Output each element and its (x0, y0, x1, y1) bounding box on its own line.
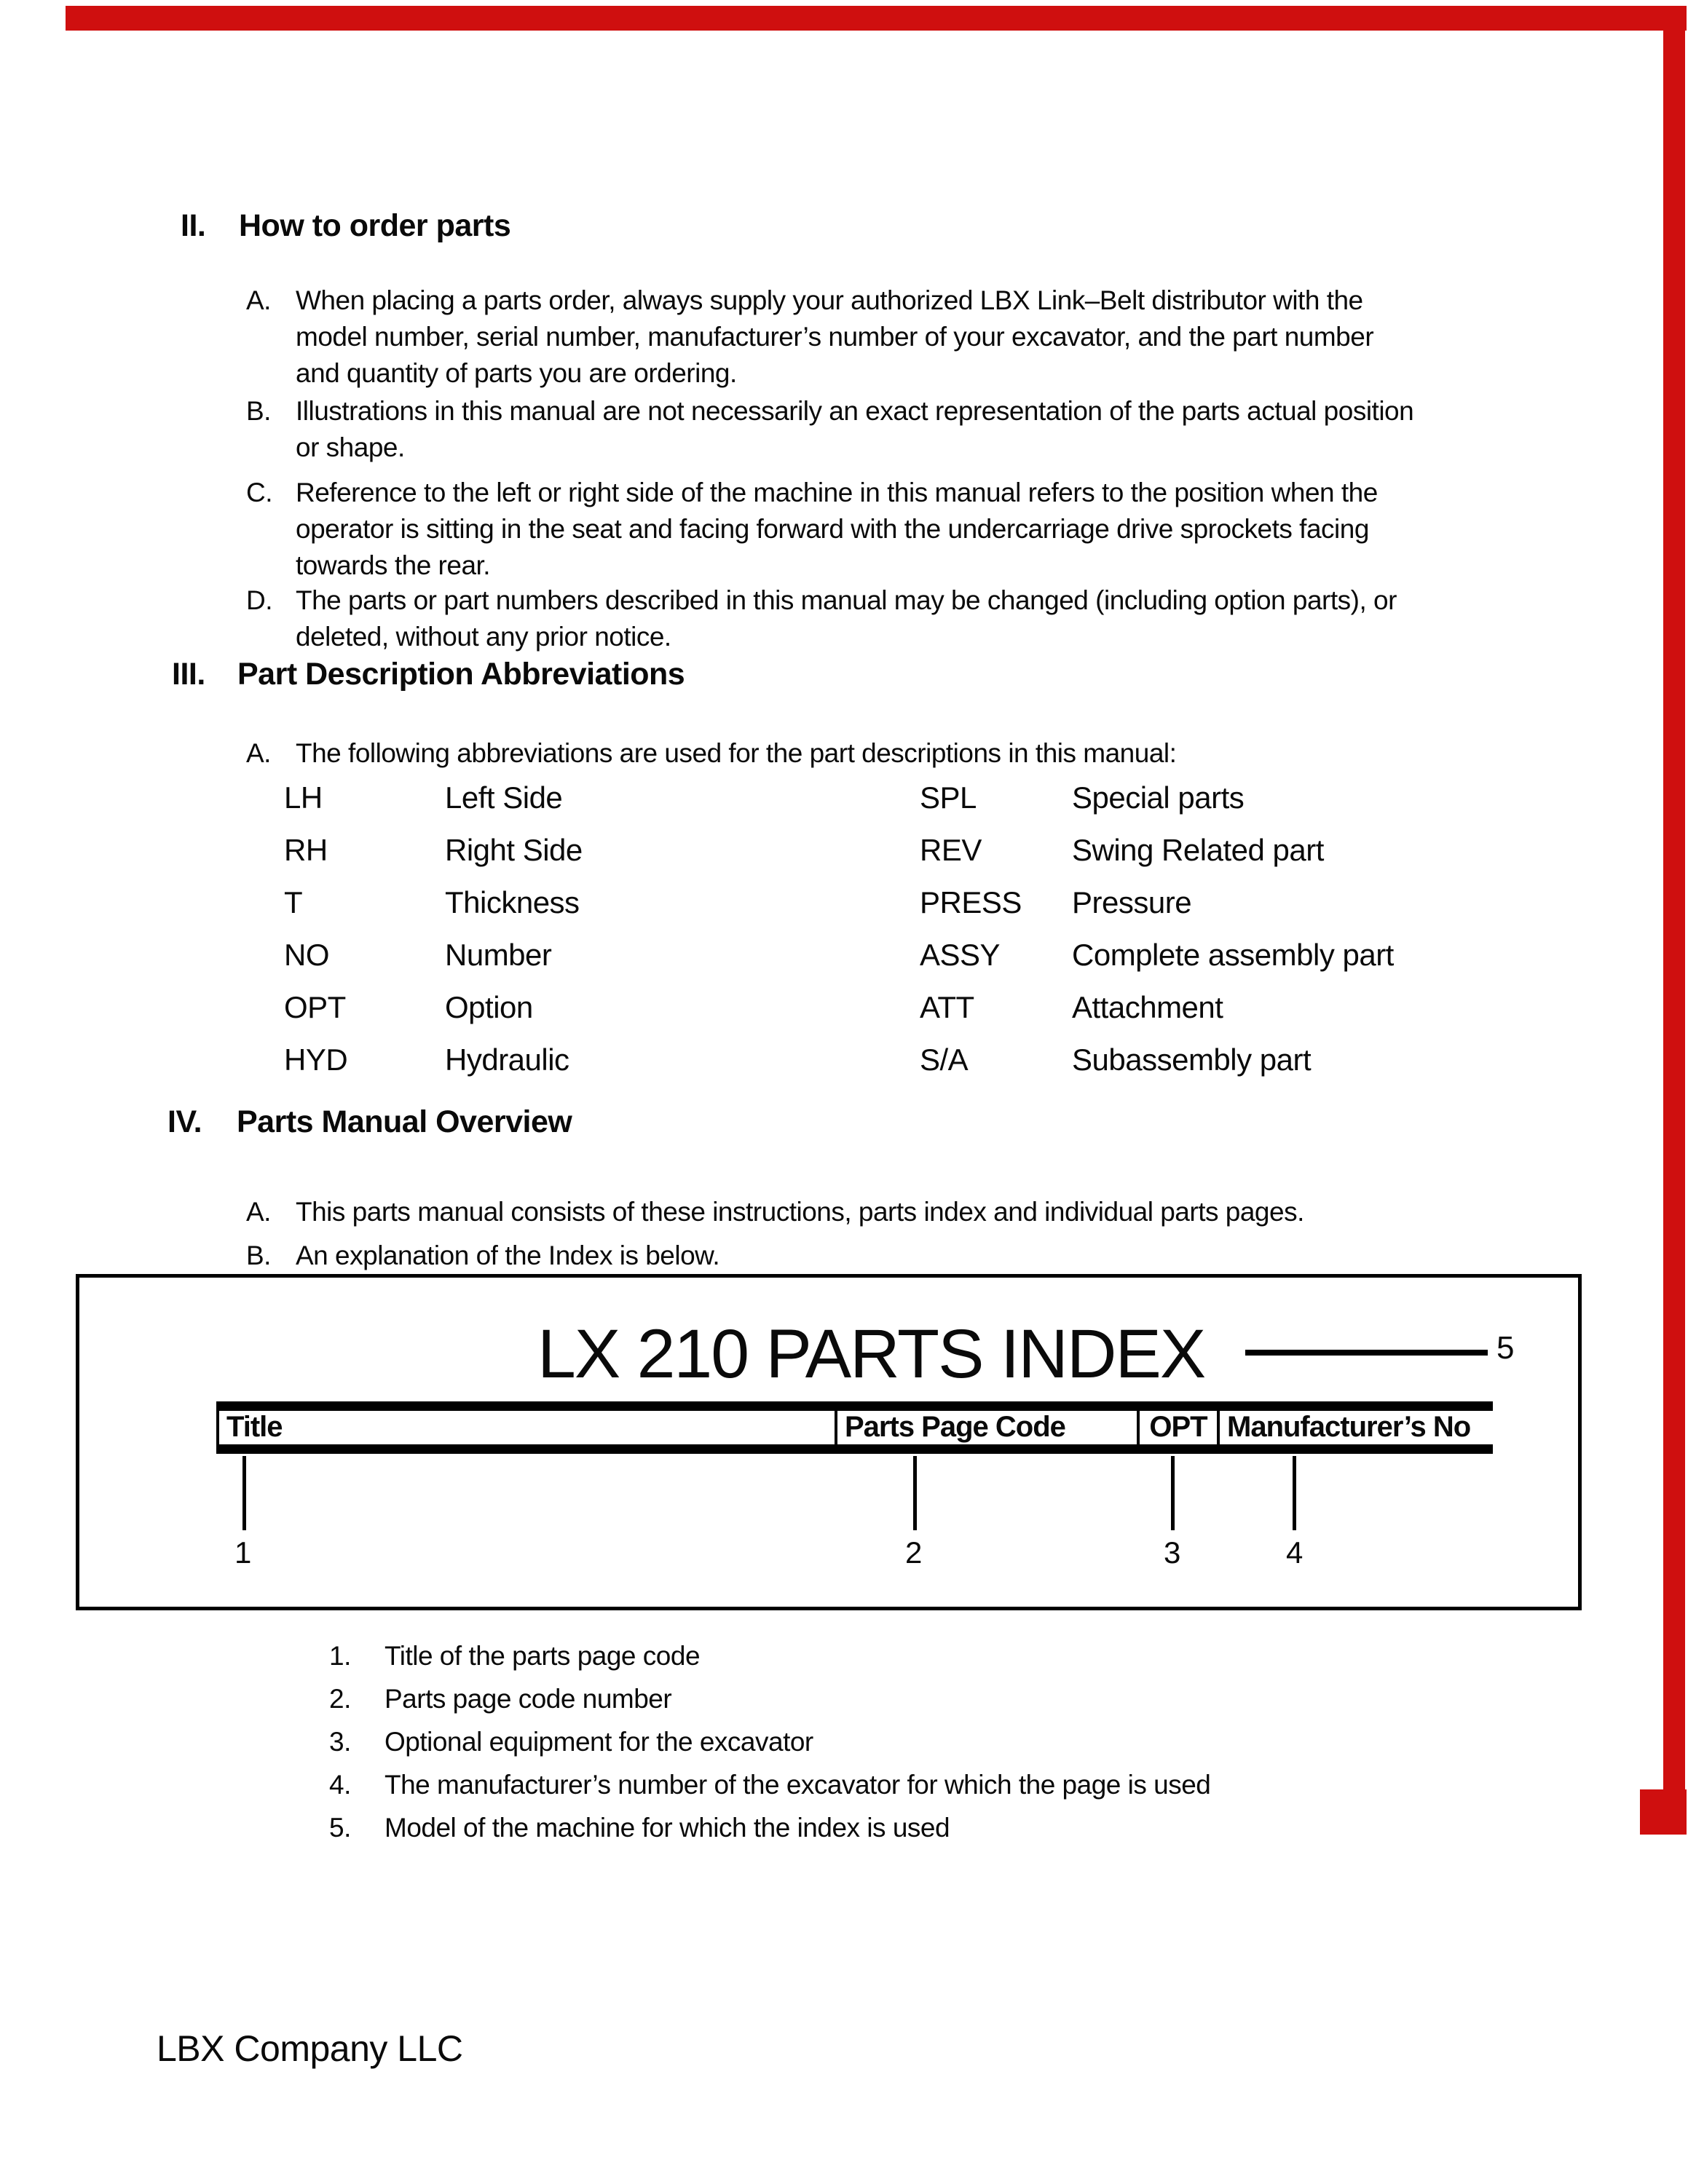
abbrev-code: ASSY (920, 938, 1001, 972)
abbrev-code: SPL (920, 780, 977, 815)
legend-item-1 (329, 1640, 700, 1672)
text-line: When placing a parts order, always supply your authorized LBX Link–Belt distributor with the (296, 285, 1363, 315)
item-text (296, 475, 1378, 584)
item-iii-a (246, 735, 1176, 772)
item-ii-a (246, 282, 1373, 392)
callout-1: 1 (234, 1535, 252, 1570)
text-line: The following abbreviations are used for the part descriptions in this manual: (296, 738, 1177, 768)
text-line: This parts manual consists of these instructions, parts index and individual parts pages. (296, 1197, 1304, 1227)
item-label: B. (246, 396, 271, 426)
text-line: Reference to the left or right side of the machine in this manual refers to the position when the (296, 478, 1378, 507)
text-line: or shape. (296, 432, 405, 462)
header-top-rule (216, 1401, 1493, 1411)
item-label: A. (246, 1197, 271, 1227)
item-iv-a (246, 1194, 1304, 1230)
item-label: A. (246, 285, 271, 315)
section-iii-title: Part Description Abbreviations (237, 657, 685, 692)
section-ii-numeral: II. (181, 208, 206, 243)
legend-text: Parts page code number (384, 1684, 672, 1714)
callout-5: 5 (1496, 1330, 1515, 1366)
item-ii-d (246, 582, 1397, 655)
item-text (296, 582, 1397, 655)
item-label: A. (246, 738, 271, 768)
legend-item-2 (329, 1683, 671, 1715)
section-iv-numeral: IV. (167, 1104, 202, 1139)
scan-mark-right (1663, 6, 1685, 1833)
section-iv-title: Parts Manual Overview (237, 1104, 572, 1139)
item-text (296, 1238, 719, 1274)
callout-line-1 (242, 1456, 246, 1530)
abbrev-code: OPT (284, 990, 346, 1024)
abbrev-code: REV (920, 833, 982, 867)
legend-number: 2. (329, 1684, 351, 1714)
text-line: deleted, without any prior notice. (296, 622, 671, 652)
legend-item-4 (329, 1769, 1210, 1801)
scan-mark-right-cap (1640, 1789, 1687, 1835)
item-text (296, 393, 1413, 466)
index-header-row (216, 1411, 1493, 1444)
text-line: model number, serial number, manufacturer’s number of your excavator, and the part number (296, 322, 1374, 352)
abbrev-desc: Thickness (445, 885, 580, 919)
abbrev-code: LH (284, 780, 323, 815)
text-line: operator is sitting in the seat and facing forward with the undercarriage drive sprockets facing (296, 514, 1369, 544)
legend-number: 3. (329, 1727, 351, 1757)
item-text (296, 1194, 1304, 1230)
callout-4: 4 (1286, 1535, 1304, 1570)
item-text (296, 735, 1176, 772)
header-cell-opt: OPT (1140, 1411, 1220, 1444)
legend-text: Model of the machine for which the index is used (384, 1813, 950, 1843)
section-iii-numeral: III. (172, 657, 205, 692)
abbrev-desc: Special parts (1072, 780, 1245, 815)
legend-item-3 (329, 1726, 813, 1758)
abbrev-code: PRESS (920, 885, 1022, 919)
text-line: An explanation of the Index is below. (296, 1241, 720, 1270)
abbrev-code: HYD (284, 1042, 348, 1077)
scan-mark-top (66, 6, 1687, 31)
abbrev-desc: Subassembly part (1072, 1042, 1312, 1077)
legend-text: The manufacturer’s number of the excavator for which the page is used (384, 1770, 1211, 1800)
text-line: towards the rear. (296, 550, 491, 580)
abbrev-code: ATT (920, 990, 974, 1024)
abbrev-desc: Option (445, 990, 533, 1024)
abbrev-code: S/A (920, 1042, 969, 1077)
index-header-band (216, 1401, 1493, 1454)
text-line: The parts or part numbers described in this manual may be changed (including option parts), or (296, 585, 1397, 615)
legend-text: Title of the parts page code (384, 1641, 701, 1671)
abbrev-code: NO (284, 938, 329, 972)
item-ii-c (246, 475, 1378, 584)
abbrev-desc: Right Side (445, 833, 583, 867)
header-cell-title: Title (219, 1411, 837, 1444)
callout-3: 3 (1164, 1535, 1181, 1570)
callout-2: 2 (905, 1535, 923, 1570)
abbrev-desc: Hydraulic (445, 1042, 569, 1077)
legend-number: 1. (329, 1641, 351, 1671)
callout-line-5 (1245, 1350, 1488, 1356)
callout-line-4 (1293, 1456, 1296, 1530)
legend-text: Optional equipment for the excavator (384, 1727, 813, 1757)
abbrev-desc: Complete assembly part (1072, 938, 1394, 972)
header-cell-parts-page-code: Parts Page Code (837, 1411, 1140, 1444)
legend-number: 4. (329, 1770, 351, 1800)
item-ii-b (246, 393, 1413, 466)
item-label: B. (246, 1241, 271, 1270)
parts-index-figure (76, 1274, 1582, 1610)
legend-number: 5. (329, 1813, 351, 1843)
abbrev-desc: Swing Related part (1072, 833, 1324, 867)
callout-line-2 (913, 1456, 917, 1530)
callout-line-3 (1171, 1456, 1175, 1530)
abbrev-desc: Left Side (445, 780, 563, 815)
parts-index-title: LX 210 PARTS INDEX (537, 1315, 1205, 1393)
abbrev-desc: Pressure (1072, 885, 1192, 919)
header-bottom-rule (216, 1444, 1493, 1454)
company-footer: LBX Company LLC (157, 2028, 463, 2069)
abbrev-desc: Attachment (1072, 990, 1223, 1024)
section-ii-title: How to order parts (239, 208, 511, 243)
text-line: Illustrations in this manual are not necessarily an exact representation of the parts actual position (296, 396, 1414, 426)
item-iv-b (246, 1238, 719, 1274)
abbrev-desc: Number (445, 938, 552, 972)
item-label: C. (246, 478, 272, 507)
item-label: D. (246, 585, 272, 615)
legend-item-5 (329, 1812, 950, 1844)
abbrev-code: RH (284, 833, 328, 867)
header-cell-manufacturers-no: Manufacturer’s No (1227, 1411, 1471, 1443)
text-line: and quantity of parts you are ordering. (296, 358, 737, 388)
item-text (296, 282, 1373, 392)
abbrev-code: T (284, 885, 303, 919)
